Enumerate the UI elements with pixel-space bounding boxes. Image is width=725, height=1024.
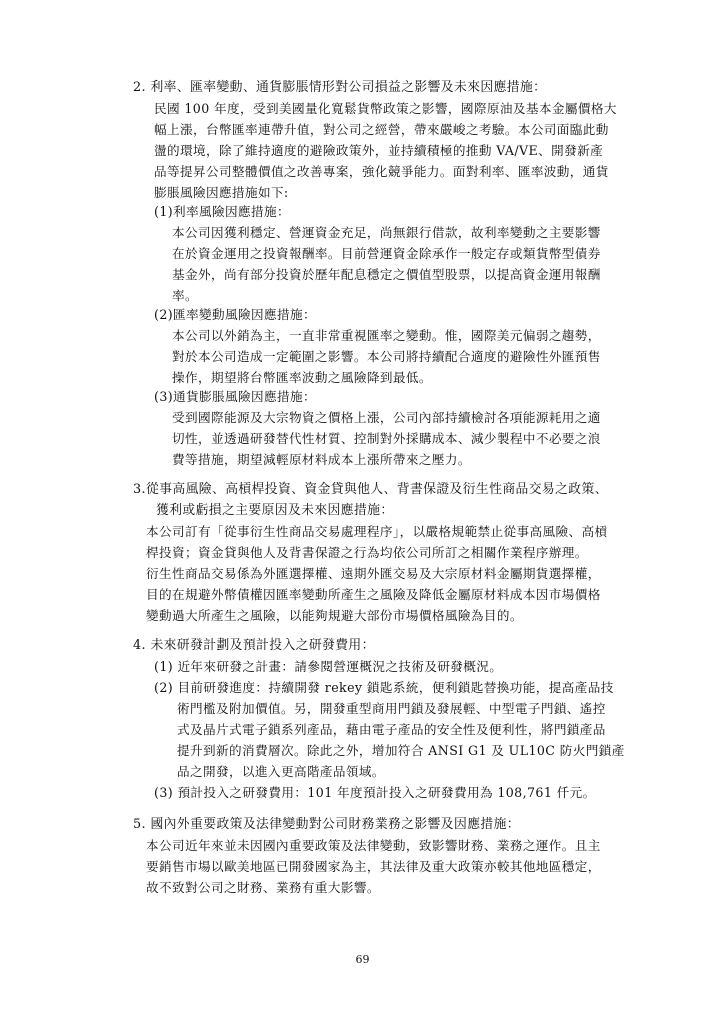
exchange-rate-risk-title: (2)匯率變動風險因應措施： — [154, 307, 316, 322]
section-3-line: 衍生性商品交易係為外匯選擇權、遠期外匯交易及大宗原材料金屬期貨選擇權， — [146, 566, 601, 581]
section-2-intro-line: 品等提昇公司整體價值之改善專案，強化競爭能力。面對利率、匯率波動，通貨 — [154, 164, 609, 179]
section-3-line: 本公司訂有「從事衍生性商品交易處理程序」，以嚴格規範禁止從事高風險、高槓 — [146, 524, 608, 539]
interest-rate-risk-line: 本公司因獲利穩定、營運資金充足，尚無銀行借款，故利率變動之主要影響 — [172, 225, 601, 240]
section-2-intro-line: 民國 100 年度，受到美國量化寬鬆貨幣政策之影響，國際原油及基本金屬價格大 — [154, 101, 617, 116]
rd-plan-line: (1) 近年來研發之計畫：請參閱營運概況之技術及研發概況。 — [154, 659, 503, 674]
section-3-line: 目的在規避外幣債權因匯率變動所產生之風險及降低金屬原材料成本因市場價格 — [146, 587, 601, 602]
interest-rate-risk-line: 在於資金運用之投資報酬率。目前營運資金除承作一般定存或類貨幣型債券 — [172, 246, 601, 261]
rd-progress-line: 式及晶片式電子鎖系列產品，藉由電子產品的安全性及便利性，將門鎖產品 — [177, 722, 606, 737]
inflation-risk-title: (3)通貨膨脹風險因應措施： — [154, 389, 316, 404]
rd-progress-line: 術門檻及附加價值。另，開發重型商用門鎖及發展輕、中型電子門鎖、遙控 — [177, 701, 606, 716]
interest-rate-risk-title: (1)利率風險因應措施： — [154, 204, 290, 219]
section-5-heading: 5. 國內外重要政策及法律變動對公司財務業務之影響及因應措施： — [133, 817, 520, 832]
section-2-heading: 2. 利率、匯率變動、通貨膨脹情形對公司損益之影響及未來因應措施： — [133, 80, 547, 95]
section-5-line: 本公司近年來並未因國內重要政策及法律變動，致影響財務、業務之運作。且主 — [146, 838, 601, 853]
rd-progress-line: 提升到新的消費層次。除此之外，增加符合 ANSI G1 及 UL10C 防火門鎖產 — [177, 743, 625, 758]
inflation-risk-line: 受到國際能源及大宗物資之價格上漲，公司內部持續檢討各項能源耗用之適 — [172, 410, 601, 425]
section-5-line: 故不致對公司之財務、業務有重大影響。 — [146, 880, 380, 895]
section-5-line: 要銷售市場以歐美地區已開發國家為主，其法律及重大政策亦較其他地區穩定， — [146, 859, 601, 874]
section-3-heading: 3.從事高風險、高槓桿投資、資金貸與他人、背書保證及衍生性商品交易之政策、 — [133, 482, 608, 497]
section-3-line: 變動過大所產生之風險，以能夠規避大部份市場價格風險為目的。 — [146, 608, 523, 623]
section-3-line: 桿投資；資金貸與他人及背書保證之行為均依公司所訂之相關作業程序辦理。 — [146, 545, 588, 560]
interest-rate-risk-line: 基金外，尚有部分投資於歷年配息穩定之價值型股票，以提高資金運用報酬 — [172, 267, 601, 282]
section-2-intro-line: 盪的環境，除了維持適度的避險政策外，並持續積極的推動 VA/VE、開發新產 — [154, 143, 604, 158]
section-3-heading-cont: 獲利或虧損之主要原因及未來因應措施： — [156, 503, 394, 518]
section-2-intro-line: 膨脹風險因應措施如下: — [154, 185, 289, 200]
exchange-rate-risk-line: 操作，期望將台幣匯率波動之風險降到最低。 — [172, 370, 432, 385]
interest-rate-risk-line: 率。 — [172, 288, 198, 303]
section-2-intro-line: 幅上漲，台幣匯率連帶升值，對公司之經營，帶來嚴峻之考驗。本公司面臨此動 — [154, 122, 609, 137]
inflation-risk-line: 費等措施，期望減輕原材料成本上漲所帶來之壓力。 — [172, 452, 471, 467]
rd-progress-line: 品之開發，以進入更高階產品領域。 — [177, 764, 385, 779]
exchange-rate-risk-line: 本公司以外銷為主，一直非常重視匯率之變動。惟，國際美元偏弱之趨勢， — [172, 328, 601, 343]
section-4-heading: 4. 未來研發計劃及預計投入之研發費用： — [133, 638, 375, 653]
page-number: 69 — [355, 953, 370, 966]
inflation-risk-line: 切性，並透過研發替代性材質、控制對外採購成本、減少製程中不必要之浪 — [172, 431, 601, 446]
rd-expense-line: (3) 預計投入之研發費用：101 年度預計投入之研發費用為 108,761 仟元。 — [154, 785, 596, 800]
rd-progress-line: (2) 目前研發進度：持續開發 rekey 鎖匙系統，便利鎖匙替換功能，提高產品技 — [154, 680, 614, 695]
exchange-rate-risk-line: 對於本公司造成一定範圍之影響。本公司將持續配合適度的避險性外匯預售 — [172, 349, 601, 364]
